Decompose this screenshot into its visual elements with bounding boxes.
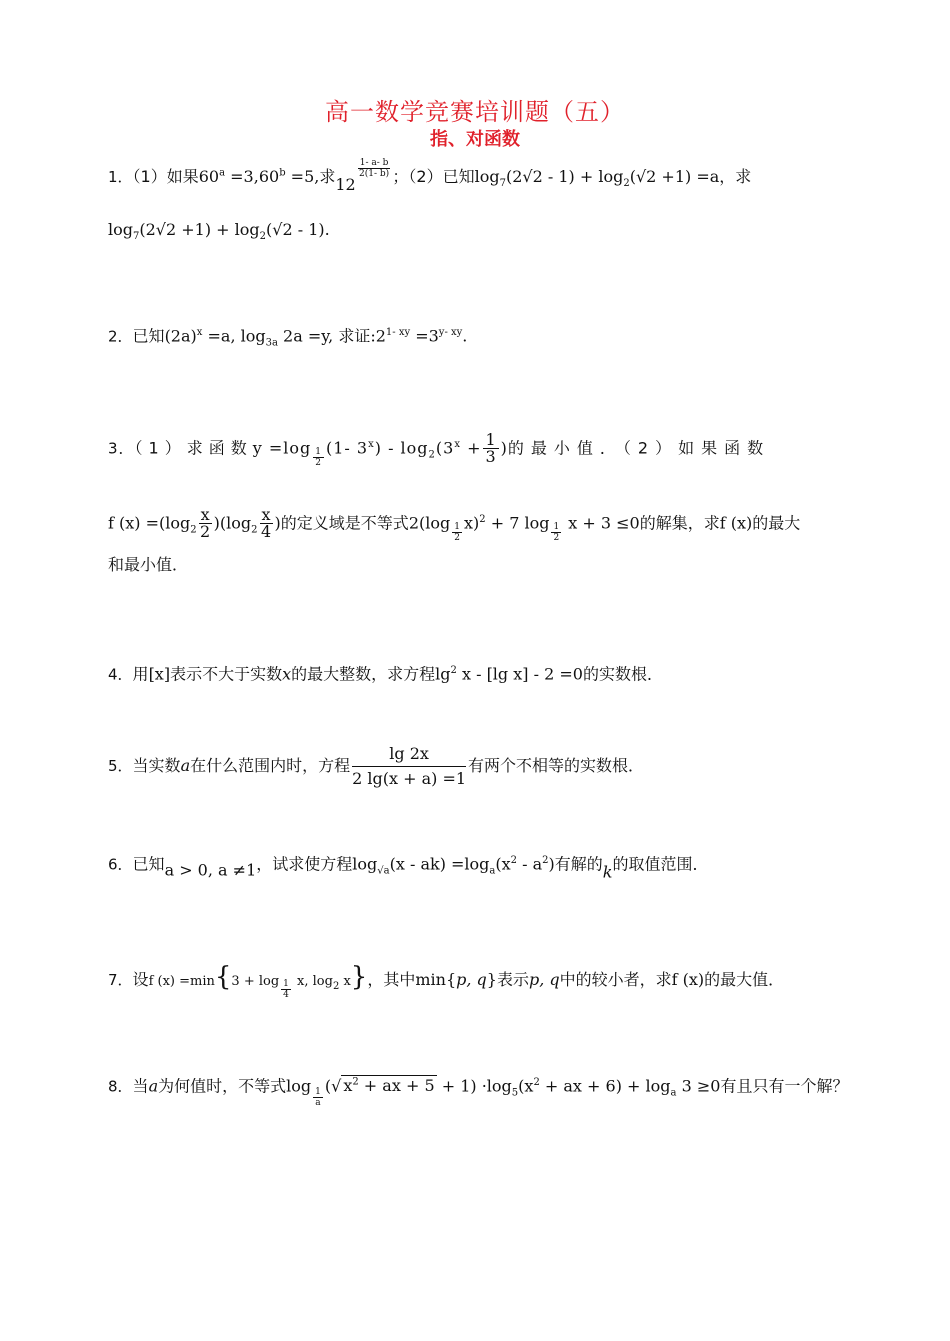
problem-6: 6．已知a > 0, a ≠1，试求使方程$\log_{√a}(x - ak) =\log_a(x^2 - a^2)$有解的k的取值范围． [108,854,709,882]
equation-fraction: $\frac{\lg 2x}{2 \lg(x + a) =1}$ [352,744,467,788]
problem-1-line-2: $\log_7(2√2 +1) + \log_2(√2 - 1)$. [108,220,330,243]
page-subtitle: 指、对函数 [430,129,520,150]
problem-8: 8．当a为何值时，不等式log $\frac{1}{a}$ (√ $x^2$ + ax + $5 + 1) \cdot\log_5(x^2$ + ax + $6) + \log_a 3 \ge 0$有且只有一个解？ [108,1076,849,1109]
radical: $x^2$ + ax + 5 [343,1076,435,1096]
problem-4: 4．用[x]表示不大于实数x的最大整数，求方程$\lg^2 x - [\lg$ x] - 2 =0的实数根． [108,664,663,684]
problem-3-line-2: f $(x) =(\log_2$ $\frac{x}{2}$ )($\log_2$ $\frac{x}{4}$ )的定义域是不等式2(log $\frac{1}{2}$ x)$^2$ + 7 log $\frac{1}{2}$ x + 3 ≤0的解集，求f (x)的最大 [108,505,801,544]
problem-7: 7．设f (x) =min{3 + log $\frac{1}{4}$ x, $\log_2 x$}，其中min{p, q}表示p, q中的较小者，求f (x)的最大值． [108,962,785,1000]
problem-1-line-1: 1．（1）如果$60^a =3,60^b =5$,求12 $\frac{1- a- b}{2(1- b)}$ ；（2）已知$\log_7(2√2 - 1) + \log_2(√2 +1) =a$，求 [108,158,752,194]
problem-5: 5．当实数a在什么范围内时，方程 $\frac{\lg 2x}{2 \lg(x + a) =1}$ 有两个不相等的实数根． [108,742,868,791]
problem-3-line-3: 和最小值． [108,555,189,574]
page-title: 高一数学竞赛培训题（五） [325,98,625,126]
problem-2: 2．已知$(2a)^x =a$, $\log_{3a} 2a =y$, 求证$:2^{1- xy} =3^{y- xy}$. [108,326,468,349]
problem-3-line-1: 3．（1）求函数y =log $\frac{1}{2}$ (1- $3^x) - \log_2(3^x$ + $\frac{1}{3}$ )的最小值．（2）如果函数 [108,430,771,469]
exponent-fraction: $\frac{1- a- b}{2(1- b)}$ [359,158,390,179]
